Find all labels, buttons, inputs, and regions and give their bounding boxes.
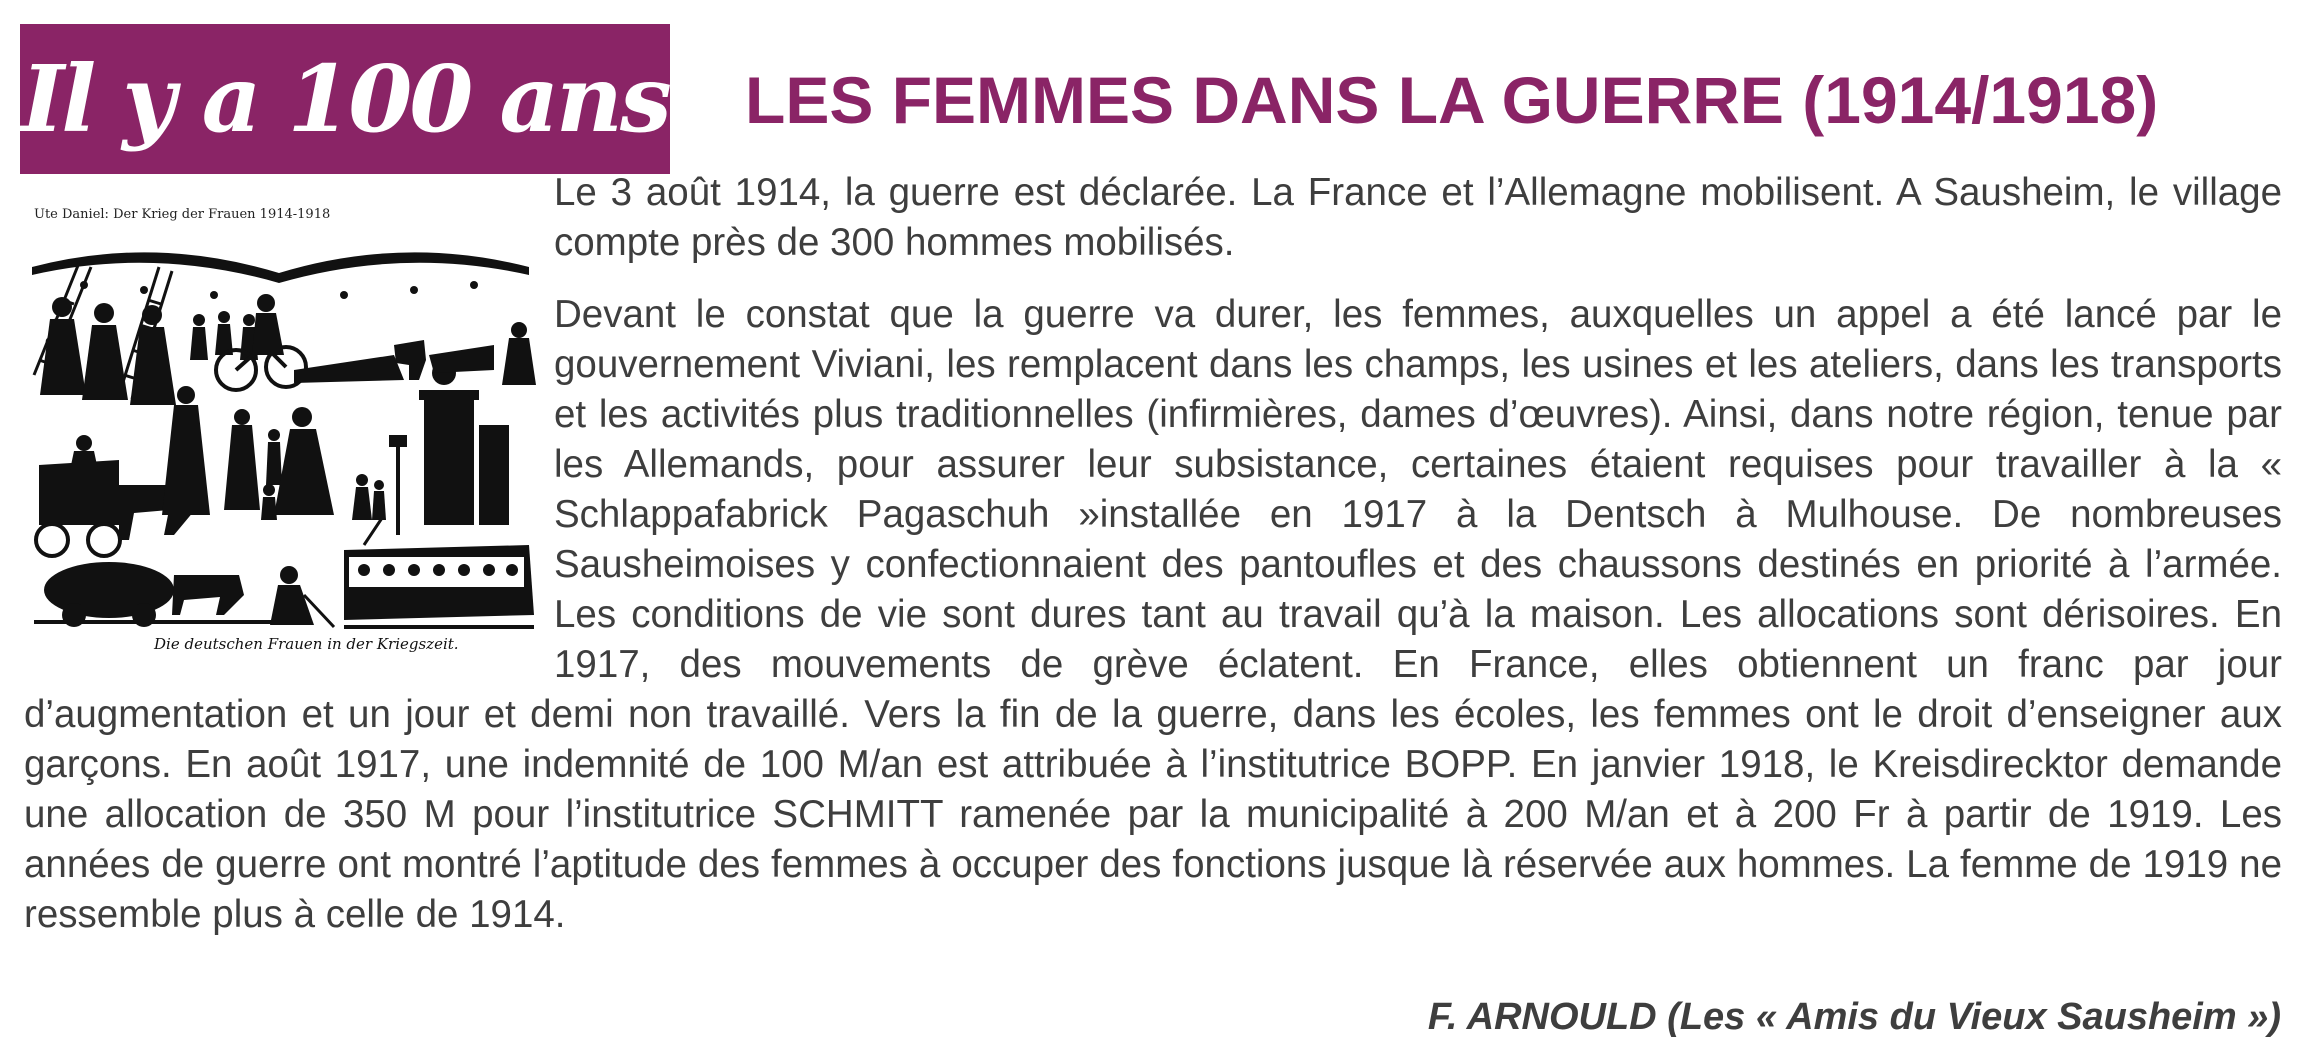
banner-title: Il y a 100 ans bbox=[21, 45, 669, 153]
article-paragraph: Le 3 août 1914, la guerre est déclarée. La France et l’Allemagne mobilisent. A Sausheim, le village compte près de 300 hommes mobilisés. bbox=[554, 171, 2282, 264]
author-signature: F. ARNOULD (Les « Amis du Vieux Sausheim ») bbox=[1427, 996, 2281, 1038]
illustration-caption: Ute Daniel: Der Krieg der Frauen 1914-1918 bbox=[34, 207, 331, 222]
page-headline: LES FEMMES DANS LA GUERRE (1914/1918) bbox=[745, 63, 2159, 137]
article-body bbox=[24, 168, 2282, 940]
image-wrap-spacer bbox=[24, 168, 554, 683]
article-paragraph: Devant le constat que la guerre va durer, les femmes, auxquelles un appel a été lancé par le gouvernement Viviani, les remplacent dans les champs, les usines et les ateliers, dans les transports et les activités plus traditionnelles (infirmières, dames d’œuvres). Ainsi, dans notre région, tenue par les Allemands, pour assurer leur subsistance, certaines étaient requises pour travailler à la « Schlappafabrick Pagaschuh »installée en 1917 à la Dentsch à Mulhouse. De nombreuses Sausheimoises y confectionnaient des pantoufles et des chaussons destinés en priorité à l’armée. Les conditions de vie sont dures tant au travail qu’à la maison. Les allocations sont dérisoires. En 1917, des mouvements de grève éclatent. En France, elles obtiennent un franc par jour d’augmentation et un jour et demi non travaillé. Vers la fin de la guerre, dans les écoles, les femmes ont le droit d’enseigner aux garçons. En août 1917, une indemnité de 100 M/an est attribuée à l’institutrice BOPP. En janvier 1918, le Kreisdirecktor demande une allocation de 350 M pour l’institutrice SCHMITT ramenée par la municipalité à 200 M/an et à 200 Fr à partir de 1919. Les années de guerre ont montré l’aptitude des femmes à occuper des fonctions jusque là réservée aux hommes. La femme de 1919 ne ressemble plus à celle de 1914. bbox=[24, 293, 2282, 936]
illustration-subcaption: Die deutschen Frauen in der Kriegszeit. bbox=[154, 635, 459, 653]
title-banner bbox=[20, 24, 670, 174]
